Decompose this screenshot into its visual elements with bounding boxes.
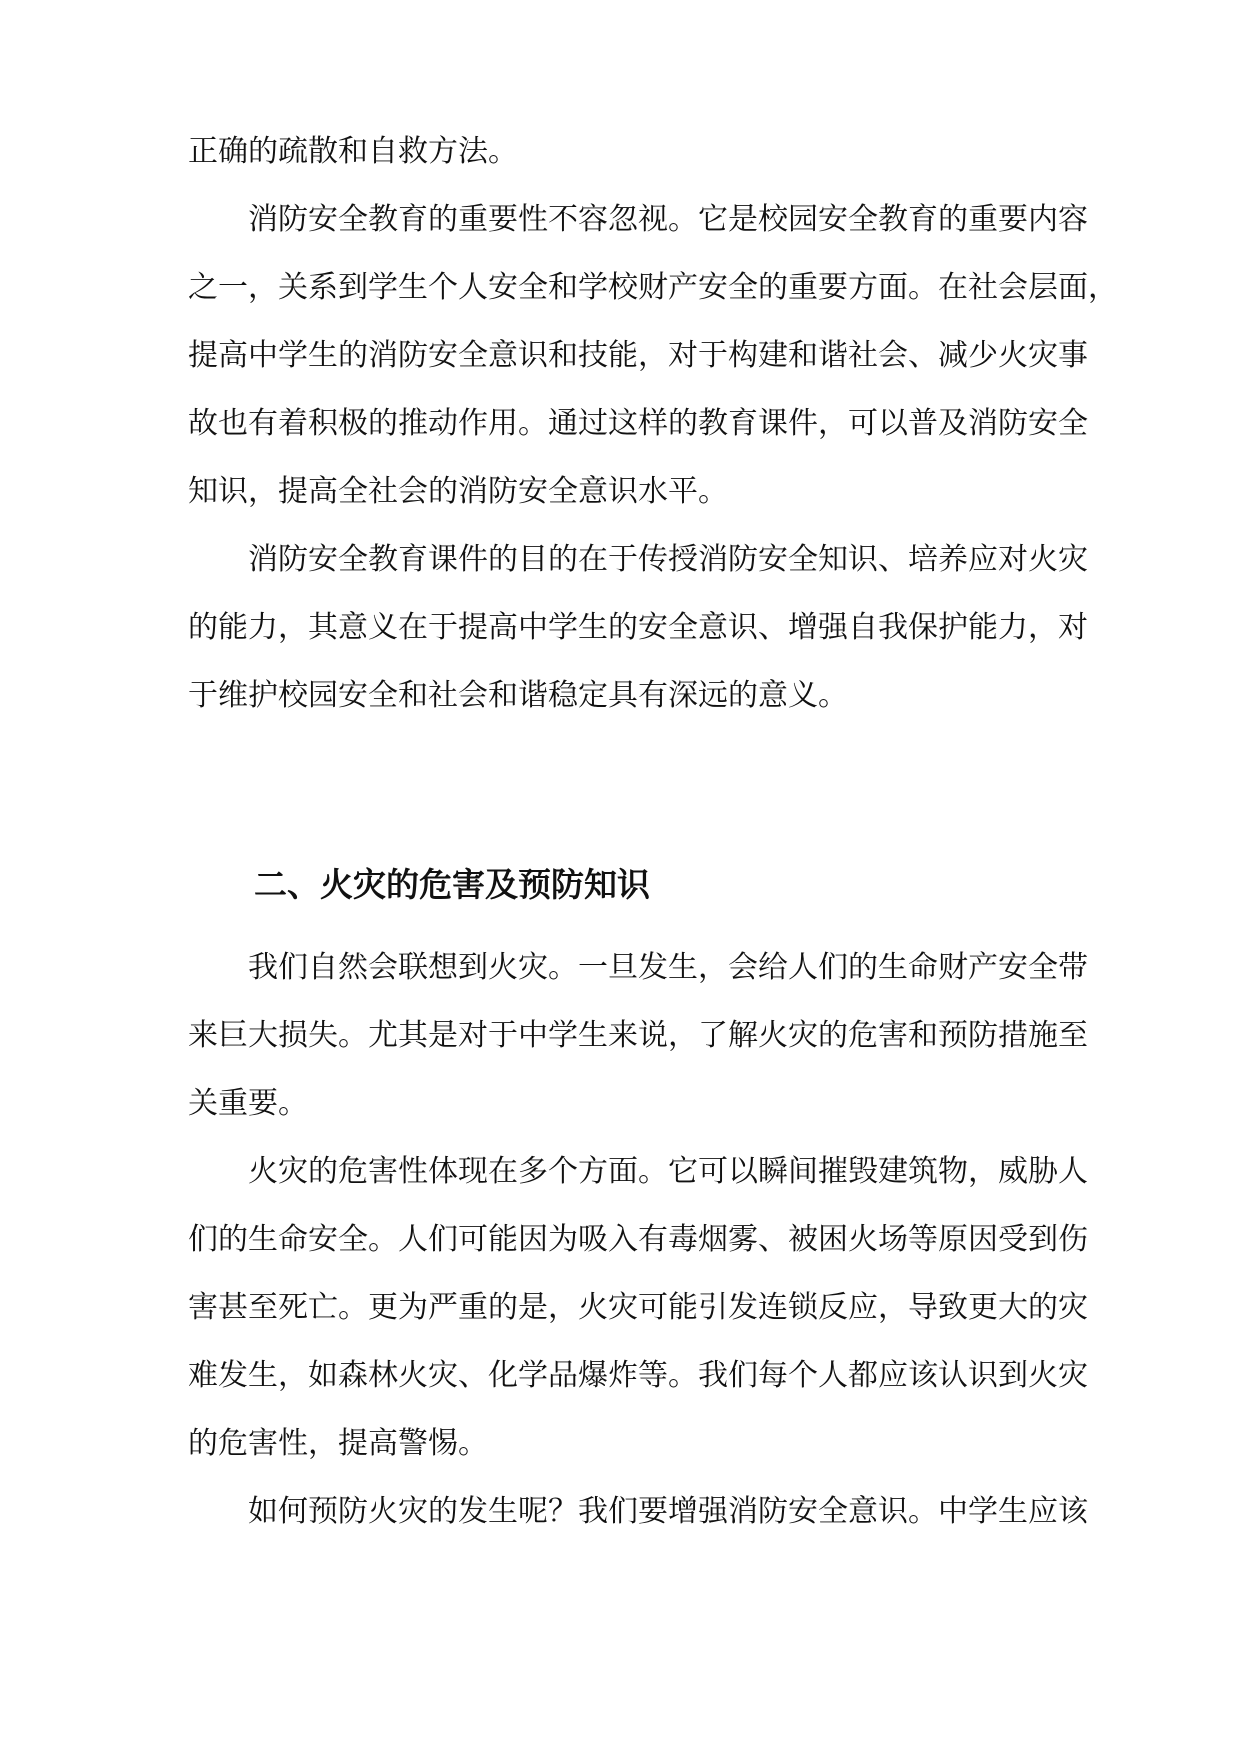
paragraph-line: 提高中学生的消防安全意识和技能，对于构建和谐社会、减少火灾事 (188, 338, 1088, 373)
paragraph-line: 们的生命安全。人们可能因为吸入有毒烟雾、被困火场等原因受到伤 (188, 1222, 1088, 1257)
paragraph-line: 难发生，如森林火灾、化学品爆炸等。我们每个人都应该认识到火灾 (188, 1358, 1088, 1393)
paragraph-line: 我们自然会联想到火灾。一旦发生，会给人们的生命财产安全带 (248, 950, 1088, 985)
paragraph-line: 如何预防火灾的发生呢？我们要增强消防安全意识。中学生应该 (248, 1494, 1088, 1529)
section-heading: 二、火灾的危害及预防知识 (254, 865, 650, 904)
paragraph-line: 的能力，其意义在于提高中学生的安全意识、增强自我保护能力，对 (188, 610, 1088, 645)
paragraph-line: 害甚至死亡。更为严重的是，火灾可能引发连锁反应，导致更大的灾 (188, 1290, 1088, 1325)
paragraph-line: 于维护校园安全和社会和谐稳定具有深远的意义。 (188, 678, 848, 713)
paragraph-line: 知识，提高全社会的消防安全意识水平。 (188, 474, 728, 509)
paragraph-line: 来巨大损失。尤其是对于中学生来说，了解火灾的危害和预防措施至 (188, 1018, 1088, 1053)
paragraph-line: 故也有着积极的推动作用。通过这样的教育课件，可以普及消防安全 (188, 406, 1088, 441)
paragraph-line: 火灾的危害性体现在多个方面。它可以瞬间摧毁建筑物，威胁人 (248, 1154, 1088, 1189)
paragraph-line: 正确的疏散和自救方法。 (188, 134, 518, 169)
paragraph-line: 关重要。 (188, 1086, 308, 1121)
paragraph-line: 之一，关系到学生个人安全和学校财产安全的重要方面。在社会层面， (188, 270, 1118, 305)
paragraph-line: 消防安全教育课件的目的在于传授消防安全知识、培养应对火灾 (248, 542, 1088, 577)
paragraph-line: 的危害性，提高警惕。 (188, 1426, 488, 1461)
paragraph-line: 消防安全教育的重要性不容忽视。它是校园安全教育的重要内容 (248, 202, 1088, 237)
